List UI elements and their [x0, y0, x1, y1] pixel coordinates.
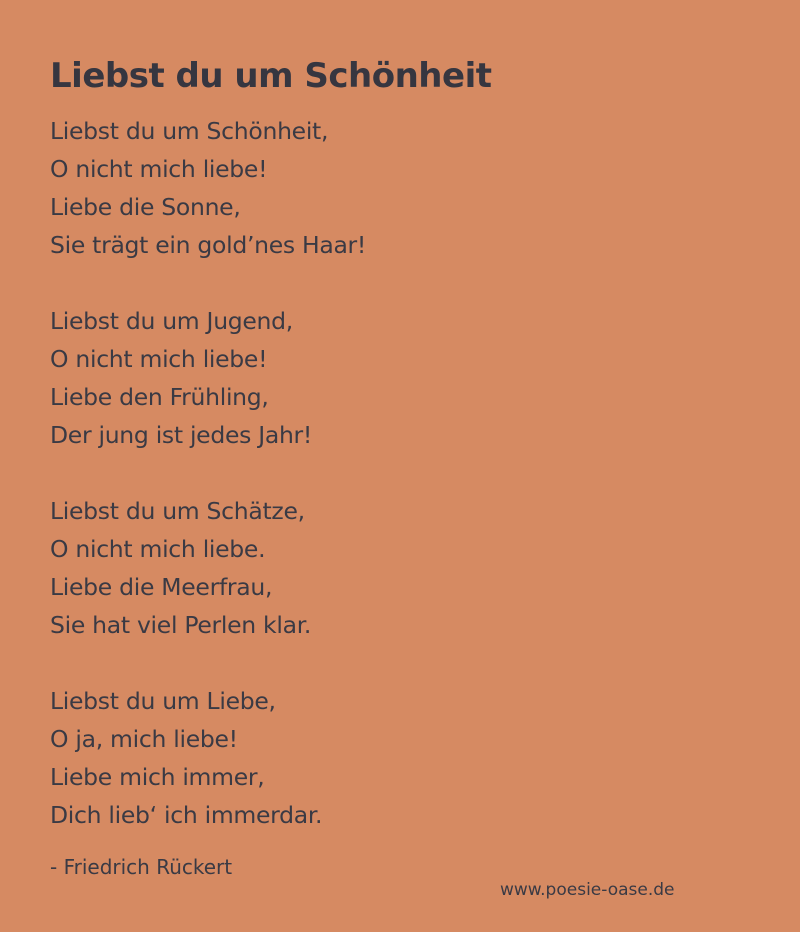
poem-line: Liebe den Frühling, — [50, 383, 269, 411]
poem-line: Liebe die Meerfrau, — [50, 573, 273, 601]
poem-line: O nicht mich liebe! — [50, 345, 268, 373]
poem-line: Liebe mich immer, — [50, 763, 265, 791]
poem-line: Liebe die Sonne, — [50, 193, 241, 221]
poem-line: Der jung ist jedes Jahr! — [50, 421, 313, 449]
poem-line: O ja, mich liebe! — [50, 725, 238, 753]
poem-line: Sie trägt ein gold’nes Haar! — [50, 231, 367, 259]
website-link[interactable]: www.poesie-oase.de — [500, 880, 675, 900]
stanza-4 — [50, 682, 366, 834]
poem-line: Sie hat viel Perlen klar. — [50, 611, 312, 639]
poem-line: Liebst du um Liebe, — [50, 687, 276, 715]
poem-line: Dich lieb‘ ich immerdar. — [50, 801, 323, 829]
poem-line: Liebst du um Schönheit, — [50, 117, 329, 145]
stanza-2 — [50, 302, 366, 454]
poem-line: O nicht mich liebe. — [50, 535, 266, 563]
poem-title: Liebst du um Schönheit — [50, 56, 492, 96]
poem-line: Liebst du um Schätze, — [50, 497, 305, 525]
author-credit: - Friedrich Rückert — [50, 855, 233, 879]
stanza-3 — [50, 492, 366, 644]
stanza-1 — [50, 112, 366, 264]
poem-line: Liebst du um Jugend, — [50, 307, 293, 335]
poem-body — [50, 112, 366, 872]
poem-line: O nicht mich liebe! — [50, 155, 268, 183]
